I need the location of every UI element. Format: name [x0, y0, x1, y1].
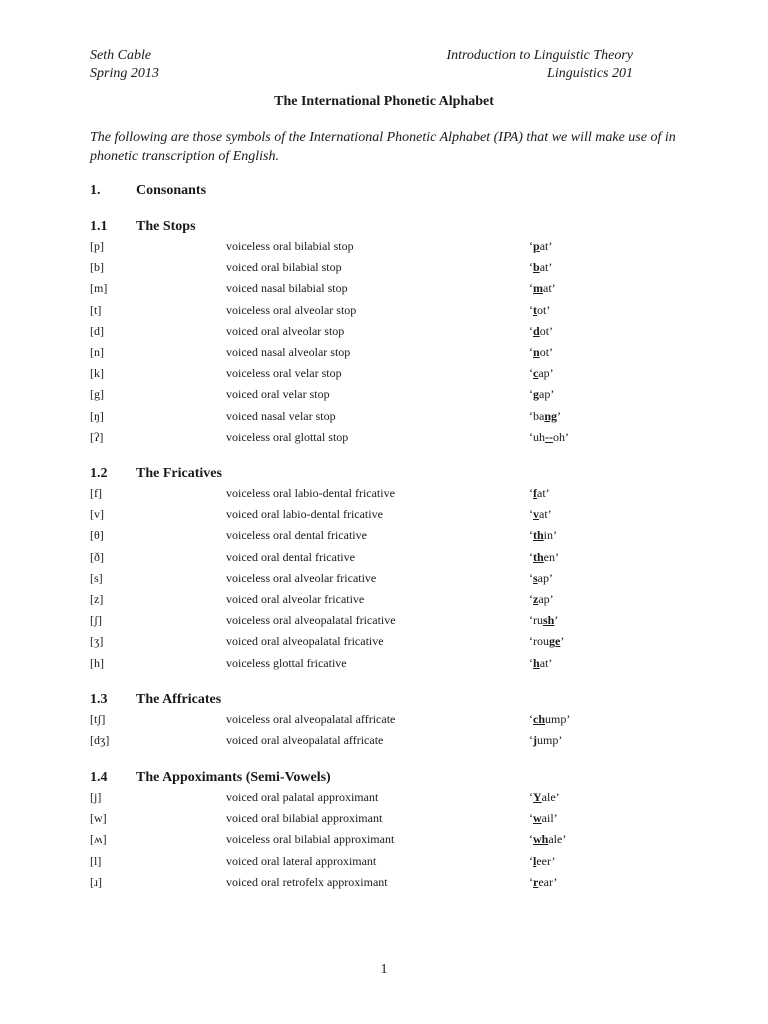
example-prefix: ‘	[529, 507, 533, 522]
example-suffix: ump’	[537, 733, 563, 748]
ipa-description: voiced nasal velar stop	[226, 408, 336, 423]
ipa-description: voiceless oral alveolar stop	[226, 302, 357, 317]
ipa-row	[90, 387, 690, 407]
page-number: 1	[380, 962, 388, 977]
example-suffix: ail’	[541, 811, 558, 826]
example-word	[529, 281, 556, 296]
example-highlight: th	[533, 549, 544, 564]
ipa-row	[90, 854, 690, 874]
example-suffix: ale’	[548, 832, 567, 847]
example-suffix: at’	[543, 281, 556, 296]
ipa-symbol: [ŋ]	[90, 408, 104, 423]
example-suffix: en’	[543, 549, 559, 564]
example-prefix: ‘	[529, 733, 533, 748]
ipa-row	[90, 239, 690, 259]
section-label: The Fricatives	[136, 466, 222, 481]
section-label: The Appoximants (Semi-Vowels)	[136, 770, 331, 785]
example-word	[529, 790, 560, 805]
example-prefix: ‘	[529, 239, 533, 253]
example-word	[529, 239, 552, 254]
ipa-description: voiceless oral velar stop	[226, 366, 342, 381]
example-word	[529, 550, 559, 565]
example-prefix: ‘	[529, 302, 533, 317]
section-number: 1.2	[90, 466, 108, 481]
example-prefix: ‘	[529, 323, 533, 338]
example-highlight: r	[533, 874, 539, 889]
example-highlight: p	[533, 239, 540, 253]
ipa-symbol: [tʃ]	[90, 712, 106, 726]
example-suffix: eer’	[536, 853, 556, 868]
ipa-description: voiced nasal bilabial stop	[226, 281, 348, 296]
example-word	[529, 733, 562, 748]
example-word	[529, 345, 553, 360]
example-highlight: j	[533, 733, 537, 748]
example-highlight: t	[533, 302, 537, 317]
ipa-row	[90, 592, 690, 612]
ipa-symbol: [ʒ]	[90, 634, 104, 649]
ipa-description: voiced oral palatal approximant	[226, 790, 379, 804]
example-suffix: ale’	[541, 790, 560, 804]
ipa-symbol: [m]	[90, 281, 108, 296]
ipa-description: voiced oral alveolar stop	[226, 323, 345, 338]
example-highlight: m	[533, 281, 543, 296]
example-highlight: s	[533, 570, 538, 585]
example-highlight: d	[533, 323, 540, 338]
ipa-row	[90, 875, 690, 895]
example-highlight: n	[533, 345, 540, 359]
ipa-description: voiced nasal alveolar stop	[226, 345, 351, 359]
example-word	[529, 507, 552, 522]
example-suffix: at’	[539, 239, 553, 253]
section-heading	[90, 219, 196, 235]
ipa-symbol: [n]	[90, 345, 104, 359]
example-prefix: ‘uh	[529, 429, 545, 444]
ipa-symbol: [k]	[90, 366, 104, 381]
ipa-row	[90, 656, 690, 676]
example-highlight: ng	[544, 408, 558, 423]
ipa-row	[90, 832, 690, 852]
ipa-symbol: [b]	[90, 260, 104, 275]
example-prefix: ‘	[529, 528, 533, 543]
ipa-row	[90, 528, 690, 548]
ipa-symbol: [ʃ]	[90, 613, 102, 628]
section-heading	[90, 770, 331, 786]
section-number: 1.3	[90, 692, 108, 707]
ipa-row	[90, 345, 690, 365]
ipa-description: voiced oral labio-dental fricative	[226, 507, 383, 522]
section-label: The Stops	[136, 219, 196, 234]
term: Spring 2013	[90, 66, 159, 81]
ipa-description: voiceless oral bilabial stop	[226, 239, 354, 253]
ipa-symbol: [l]	[90, 853, 102, 868]
example-highlight: w	[533, 811, 542, 826]
document-title: The International Phonetic Alphabet	[274, 94, 494, 109]
example-prefix: ‘	[529, 486, 533, 500]
ipa-symbol: [g]	[90, 387, 104, 402]
example-word	[529, 303, 550, 318]
ipa-description: voiced oral alveolar fricative	[226, 592, 365, 606]
example-word	[529, 430, 569, 445]
example-highlight: wh	[533, 832, 549, 847]
ipa-description: voiced oral alveopalatal affricate	[226, 733, 384, 748]
example-suffix: ot’	[537, 302, 551, 317]
example-suffix: ap’	[539, 387, 555, 402]
ipa-description: voiced oral lateral approximant	[226, 853, 377, 868]
section-heading	[90, 692, 221, 708]
ipa-description: voiced oral retrofelx approximant	[226, 874, 388, 889]
example-prefix: ‘	[529, 655, 533, 670]
example-highlight: --	[545, 429, 553, 444]
example-highlight: v	[533, 507, 539, 522]
example-word	[529, 260, 552, 275]
ipa-description: voiceless glottal fricative	[226, 655, 347, 670]
ipa-symbol: [f]	[90, 486, 102, 500]
ipa-symbol: [d]	[90, 323, 104, 338]
example-word	[529, 324, 553, 339]
ipa-symbol: [ʔ]	[90, 429, 104, 444]
ipa-symbol: [w]	[90, 811, 107, 826]
ipa-row	[90, 507, 690, 527]
example-word	[529, 592, 554, 607]
ipa-description: voiceless oral glottal stop	[226, 429, 349, 444]
ipa-symbol: [p]	[90, 239, 104, 253]
ipa-row	[90, 634, 690, 654]
example-word	[529, 387, 554, 402]
ipa-symbol: [dʒ]	[90, 733, 110, 748]
ipa-row	[90, 324, 690, 344]
example-prefix: ‘rou	[529, 634, 549, 649]
example-prefix: ‘	[529, 712, 533, 726]
example-word	[529, 875, 557, 890]
ipa-row	[90, 409, 690, 429]
ipa-symbol: [v]	[90, 507, 104, 522]
ipa-row	[90, 733, 690, 753]
example-prefix: ‘	[529, 549, 533, 564]
section-heading-consonants	[90, 183, 206, 199]
ipa-row	[90, 281, 690, 301]
example-suffix: in’	[543, 528, 558, 543]
ipa-row	[90, 811, 690, 831]
section-label: The Affricates	[136, 692, 222, 707]
example-word	[529, 486, 550, 501]
ipa-row	[90, 550, 690, 570]
example-highlight: sh	[543, 613, 555, 628]
ipa-row	[90, 366, 690, 386]
course-title: Introduction to Linguistic Theory	[446, 48, 633, 63]
section-number: 1.1	[90, 219, 108, 234]
intro-paragraph: The following are those symbols of the International Phonetic Alphabet (IPA) that we will make use of in phonetic transcription of English.	[90, 130, 676, 164]
example-prefix: ‘	[529, 387, 533, 402]
ipa-symbol: [h]	[90, 655, 104, 670]
ipa-description: voiceless oral alveopalatal affricate	[226, 712, 396, 726]
ipa-row	[90, 430, 690, 450]
example-suffix: at’	[539, 655, 553, 670]
example-suffix: ear’	[538, 874, 558, 889]
example-word	[529, 854, 555, 869]
example-word	[529, 366, 554, 381]
example-suffix: ap’	[537, 570, 553, 585]
example-suffix: oh’	[553, 429, 569, 444]
course-number: Linguistics 201	[547, 66, 633, 81]
example-prefix: ‘ba	[529, 408, 545, 423]
example-highlight: c	[533, 366, 539, 381]
example-prefix: ‘	[529, 260, 533, 275]
ipa-row	[90, 486, 690, 506]
ipa-row	[90, 303, 690, 323]
example-suffix: at’	[539, 260, 553, 275]
example-highlight: th	[533, 528, 544, 543]
ipa-row	[90, 712, 690, 732]
example-suffix: ot’	[539, 345, 554, 359]
example-prefix: ‘	[529, 874, 533, 889]
example-prefix: ‘ru	[529, 613, 543, 628]
example-suffix: ap’	[538, 366, 554, 381]
ipa-symbol: [z]	[90, 592, 104, 606]
header-right	[446, 47, 633, 83]
section-number: 1.	[90, 183, 101, 198]
example-word	[529, 634, 564, 649]
ipa-row	[90, 260, 690, 280]
example-highlight: l	[533, 853, 537, 868]
author-name: Seth Cable	[90, 48, 152, 63]
example-suffix: ot’	[539, 323, 554, 338]
example-highlight: ch	[533, 712, 545, 726]
ipa-symbol: [ɹ]	[90, 874, 102, 889]
ipa-symbol: [θ]	[90, 528, 104, 543]
ipa-description: voiceless oral alveolar fricative	[226, 570, 377, 585]
example-suffix: ’	[557, 408, 562, 423]
example-suffix: ’	[560, 634, 565, 649]
ipa-description: voiced oral velar stop	[226, 387, 330, 402]
ipa-description: voiced oral bilabial stop	[226, 260, 342, 275]
example-word	[529, 712, 570, 727]
ipa-symbol: [ʍ]	[90, 832, 107, 847]
example-word	[529, 832, 566, 847]
example-word	[529, 811, 558, 826]
example-word	[529, 528, 557, 543]
ipa-description: voiceless oral dental fricative	[226, 528, 367, 543]
ipa-description: voiced oral alveopalatal fricative	[226, 634, 384, 649]
ipa-symbol: [j]	[90, 790, 102, 804]
section-label: Consonants	[136, 183, 207, 198]
ipa-row	[90, 613, 690, 633]
example-prefix: ‘	[529, 345, 533, 359]
example-suffix: ump’	[545, 712, 571, 726]
ipa-description: voiced oral dental fricative	[226, 549, 355, 564]
example-highlight: f	[533, 486, 537, 500]
example-suffix: ap’	[538, 592, 554, 606]
section-number: 1.4	[90, 770, 108, 785]
example-highlight: h	[533, 655, 540, 670]
ipa-symbol: [t]	[90, 302, 102, 317]
ipa-symbol: [ð]	[90, 549, 104, 564]
example-prefix: ‘	[529, 366, 533, 381]
example-highlight: ge	[549, 634, 561, 649]
ipa-symbol: [s]	[90, 570, 103, 585]
example-word	[529, 656, 552, 671]
ipa-description: voiceless oral bilabial approximant	[226, 832, 395, 847]
ipa-row	[90, 571, 690, 591]
ipa-description: voiced oral bilabial approximant	[226, 811, 383, 826]
example-word	[529, 613, 558, 628]
example-prefix: ‘	[529, 811, 533, 826]
example-prefix: ‘	[529, 592, 533, 606]
example-word	[529, 409, 561, 424]
ipa-description: voiceless oral labio-dental fricative	[226, 486, 395, 500]
example-word	[529, 571, 553, 586]
example-highlight: g	[533, 387, 539, 402]
header-left	[90, 47, 159, 83]
example-highlight: b	[533, 260, 540, 275]
example-suffix: at’	[537, 486, 550, 500]
ipa-description: voiceless oral alveopalatal fricative	[226, 613, 396, 628]
example-prefix: ‘	[529, 281, 533, 296]
example-suffix: at’	[539, 507, 552, 522]
ipa-row	[90, 790, 690, 810]
example-prefix: ‘	[529, 832, 533, 847]
section-heading	[90, 466, 222, 482]
example-suffix: ’	[554, 613, 559, 628]
example-prefix: ‘	[529, 790, 533, 804]
example-highlight: z	[533, 592, 539, 606]
example-highlight: Y	[533, 790, 542, 804]
example-prefix: ‘	[529, 853, 533, 868]
example-prefix: ‘	[529, 570, 533, 585]
